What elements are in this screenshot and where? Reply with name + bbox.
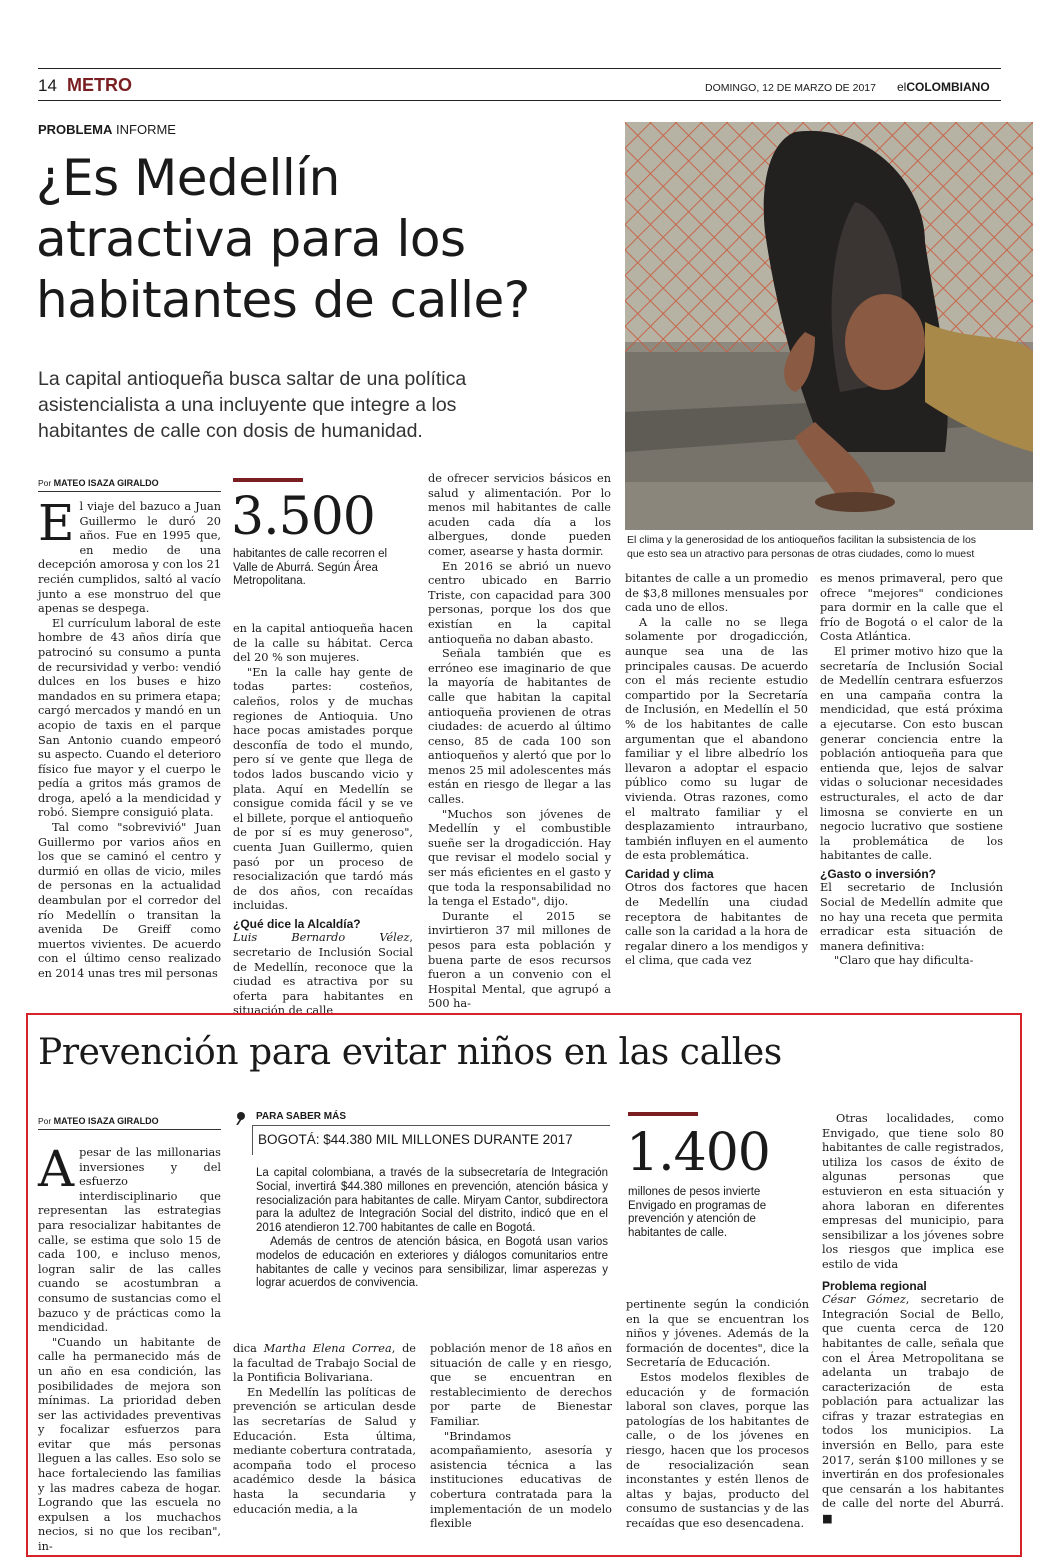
top-rule [38,68,1001,69]
box-stat-accent-bar [628,1112,698,1116]
photo-homeless-person [625,122,1033,530]
paragraph: Estos modelos flexibles de educación y de formación laboral son claves, porque las patologías de los habitantes de calle, o de los jóvenes en riesgo, hacen que los procesos de resocialización sean inconstantes y estén llenos de altas y bajas, producto del consumo de sustancias y de las recaídas que eso desencadena. [626,1370,809,1530]
person-name: Martha Elena Correa [263,1342,392,1355]
byline-name: MATEO ISAZA GIRALDO [53,1116,159,1126]
paragraph: "Brindamos acompañamiento, asesoría y asistencia técnica a las instituciones educativas de cobertura contratada para la implementación de un modelo flexible [430,1429,612,1531]
box-column-4 [626,1298,809,1532]
photo-caption [627,533,1035,561]
paragraph: Tal como "sobrevivió" Juan Guillermo por varios años en los que se caminó el centro y durmió en ollas de vicio, miles de personas en la actualidad deambulan por el corredor del río Medellín o transitan la avenida De Greiff como muertos vivientes. De acuerdo con el último censo realizado en 2014 unas tres mil personas [38,821,221,980]
info-title: BOGOTÁ: $44.380 MIL MILLONES DURANTE 2017 [258,1132,573,1147]
box-stat-number: 1.400 [626,1123,770,1183]
stat-accent-bar [233,478,303,482]
paragraph: "En la calle hay gente de todas partes: costeños, caleños, rolos y de muchas regiones de Antioquia. Uno hace pocas amistades porque desconfía de todo el mundo, pero sí ve gente que llega de todos lados buscando vicio y plata. Aquí en Medellín se consigue comida fácil y se ve el billete, porque el antioqueño de por sí es muy generoso", cuenta Juan Guillermo, quien pasó por un proceso de resocialización que tardó más de dos años, con recaídas incluidas. [233,665,413,913]
section-name: METRO [67,75,132,95]
info-paragraph: Además de centros de atención básica, en Bogotá usan varios modelos de educación en exteriores y diálogos comunitarios entre habitantes de calle y vecinos para sensibilizar, limar asperezas y lograr acuerdos de convivencia. [256,1235,608,1290]
paragraph: en la capital antioqueña hacen de la calle su hábitat. Cerca del 20 % son mujeres. [233,622,413,665]
headline-line-1: ¿Es Medellín [36,149,340,207]
paragraph: pertinente según la condición en la que se encuentran los niños y jóvenes. Además de la formación de docentes", dice la Secretaría de Educación. [626,1298,809,1370]
paragraph: pesar de las millonarias inversiones y del esfuerzo interdisciplinario que representan las estrategias para resocializar habitantes de calle, se estima que solo 15 de cada 100, e incluso menos, logran salir de las calles cuando se acostumbran a consumo de sustancias como el bazuco y de prácticas como la mendicidad. [38,1146,221,1335]
box-column-2 [233,1342,416,1517]
box-column-3 [430,1342,612,1532]
subheading: ¿Qué dice la Alcaldía? [233,916,361,931]
headline-line-3: habitantes de calle? [36,271,530,329]
byline [38,478,221,492]
info-label: PARA SABER MÁS [256,1111,347,1122]
info-paragraph: La capital colombiana, a través de la subsecretaría de Integración Social, invertirá $44.380 millones en prevención, atención básica y resocialización para habitantes de calle. Miryam Cantor, subdirectora para la adultez de Integración Social del distrito, indicó que en el 2016 atendieron 12.700 habitantes de calle en Bogotá. [256,1167,608,1235]
paragraph: población menor de 18 años en situación de calle y en riesgo, que se encuentran en restablecimiento de derechos por parte de Bienestar Familiar. [430,1342,612,1428]
paragraph: de ofrecer servicios básicos en salud y alimentación. Por lo menos mil habitantes de calle acuden cada día a los albergues, donde pueden comer, asearse y hasta dormir. [428,472,611,558]
paragraph: "Muchos son jóvenes de Medellín y el combustible sueñe ser la drogadicción. Hay que revisar el modelo social y ser más eficientes en el gasto y que toda la responsabilidad no la tenga el Estado", dijo. [428,807,611,909]
box-headline: Prevención para evitar niños en las calles [38,1032,782,1073]
paragraph: El primer motivo hizo que la secretaría de Inclusión Social de Medellín centrara esfuerzos en una campaña contra la mendicidad, que está próxima a ejecutarse. Con esto buscan generar conciencia entre la población antioqueña para que entienda que, lejos de salvar vidas o solucionar necesidades estructurales, el acto de dar limosna se convierte en un negocio lucrativo que sostiene la problemática de los habitantes de calle. [820,644,1003,863]
headline [36,148,530,331]
paragraph: dica [233,1342,264,1355]
paragraph: , de la facultad de Trabajo Social de la Pontificia Bolivariana. [233,1342,416,1385]
paragraph: es menos primaveral, pero que ofrece "mejores" condiciones para dormir en la calle que el frío de Bogotá o el calor de la Costa Atlántica. [820,572,1003,644]
kicker [38,122,176,137]
byline-prefix: Por [38,478,52,488]
header-rule [38,100,1001,101]
kicker-bold: PROBLEMA [38,122,113,137]
kicker-light: INFORME [116,122,176,137]
paragraph: El currículum laboral de este hombre de 43 años diría que patrocinó su consumo a punta de recursividad y verbo: vendió dulces en los buses e hizo mandados en su primera etapa; cargó mercados y mandó en un acopio de taxis en el parque San Antonio cuando empeoró su aspecto. Cuando el deterioro físico fue mayor y el cuerpo le pedía a gritos más gramos de droga, apeló a la mendicidad y robó. Siempre consiguió plata. [38,616,221,820]
paragraph: , secretario de Integración Social de Bello, que cuenta cerca de 120 habitantes de calle, señala que con el Área Metropolitana se adelanta un trabajo de caracterización de esta población para actualizar las cifras y trazar estrategias en todos los municipios. La inversión en Bello, para este 2017, serán $100 millones y se invertirán en dos profesionales que censarán a los habitantes de calle del norte del Aburrá. [822,1293,1004,1511]
brand-prefix: el [897,80,907,94]
brand-logo [897,80,990,94]
paragraph: Otras localidades, como Envigado, que tiene solo 80 habitantes de calle registrados, utiliza los casos de éxito de algunas personas que estuvieron en esta situación y ahora laboran en diferentes empresas del municipio, para sensibilizar a los jóvenes sobre los riesgos que implica ese estilo de vida [822,1112,1004,1271]
paragraph: Otros dos factores que hacen de Medellín una ciudad receptora de habitantes de calle son la caridad a la hora de regalar dinero a los mendigos y el clima, que cada vez [625,881,808,968]
paragraph: , secretario de Inclusión Social de Medellín, reconoce que la ciudad es atractiva por su oferta para habitantes en situación de calle [233,931,413,1018]
subheading: Caridad y clima [625,866,714,881]
info-title-frame [252,1125,610,1126]
paragraph: Señala también que es erróneo ese imaginario de que la mayoría de habitantes de calle que habitan la capital antioqueña provienen de otras ciudades: de acuerdo al último censo, 85 de cada 100 son antioqueños y alertó que por lo menos 25 mil adolescentes más están en riesgo de llegar a las calles. [428,647,611,807]
box-stat-caption: millones de pesos invierte Envigado en programas de prevención y atención de habitantes de calle. [628,1186,767,1239]
info-title-left-rule [252,1125,253,1155]
photo-illustration [625,122,1033,530]
stat-number: 3.500 [231,487,375,547]
paragraph: Durante el 2015 se invirtieron 37 mil millones de pesos para esta población y buena parte de esos recursos fueron a un convenio con el Hospital Mental, que agrupó a 500 ha- [428,909,611,1011]
main-column-2 [233,622,413,1019]
main-column-4 [625,572,808,969]
stat-caption: habitantes de calle recorren el Valle de Aburrá. Según Área Metropolitana. [233,548,388,587]
box-column-5 [822,1112,1004,1527]
drop-cap: A [38,1140,75,1198]
paragraph: A la calle no se llega solamente por drogadicción, aunque sea una de las principales causas. De acuerdo con el más reciente estudio compartido por la Secretaría de Inclusión, en Medellín el 50 % de los habitantes de calle argumentan que el abandono familiar y el libre albedrío los llevaron a adoptar el espacio público como su lugar de vivienda. Otras razones, como el maltrato familiar y el desplazamiento intraurbano, también influyen en el aumento de esta problemática. [625,615,808,863]
main-column-5 [820,572,1003,969]
paragraph: En 2016 se abrió un nuevo centro ubicado en Barrio Triste, con capacidad para 300 personas, porque los dos que existían en la capital antioqueña no daban abasto. [428,559,611,646]
byline-name: MATEO ISAZA GIRALDO [53,478,159,488]
headline-line-2: atractiva para los [36,210,466,268]
main-column-1 [38,494,221,982]
paragraph: "Cuando un habitante de calle ha permanecido más de un año en esa condición, las posibilidades de mejora son mínimas. La prioridad deben ser las actividades preventivas y focalizar esfuerzos para evitar que más personas lleguen a las calles. Eso solo se hace fortaleciendo las familias y las madres cabeza de hogar. Logrando que las escuela no expulsen a los muchachos necios, si no que los reciban", in- [38,1335,221,1554]
info-box [232,1108,612,1326]
end-mark-icon: ■ [822,1512,833,1526]
box-column-1 [38,1140,221,1555]
paragraph: bitantes de calle a un promedio de $3,8 millones mensuales por cada uno de ellos. [625,572,808,615]
deck-line-3: habitantes de calle con dosis de humanidad. [38,420,423,442]
deck-line-1: La capital antioqueña busca saltar de una política [38,368,467,390]
paragraph: El secretario de Inclusión Social de Medellín admite que no hay una receta que permita erradicar esta situación de manera definitiva: [820,881,1003,953]
page-date: DOMINGO, 12 DE MARZO DE 2017 [705,82,876,94]
photo-caption-line-2: que esto sea un atractivo para personas de otras ciudades, como lo muest [627,548,975,560]
paragraph: En Medellín las políticas de prevención se articulan desde las secretarías de Salud y Educación. Esta última, mediante cobertura contratada, acompaña todo el proceso académico desde la básica hasta la secundaria y educación media, a la [233,1385,416,1516]
pin-icon [234,1110,248,1124]
page-number: 14 [38,76,57,95]
subheading: Problema regional [822,1278,927,1293]
paragraph: l viaje del bazuco a Juan Guillermo le duró 20 años. Fue en 1995 que, en medio de una decepción amorosa y con los 21 recién cumplidos, saltó al vacío junto a ese monstruo del que apenas se despega. [38,500,221,616]
brand-name: COLOMBIANO [906,80,990,94]
info-body [256,1167,608,1291]
main-column-3 [428,472,611,1012]
box-byline [38,1116,221,1130]
person-name: César Gómez [822,1293,906,1307]
person-name: Luis Bernardo Vélez [233,931,410,945]
deck-line-2: asistencialista a una incluyente que integre a los [38,394,457,416]
deck [38,366,466,444]
drop-cap: E [38,494,75,552]
photo-caption-line-1: El clima y la generosidad de los antioqueños facilitan la subsistencia de los [627,534,977,546]
subheading: ¿Gasto o inversión? [820,866,937,881]
byline-prefix: Por [38,1116,52,1126]
paragraph: "Claro que hay dificulta- [834,954,974,968]
